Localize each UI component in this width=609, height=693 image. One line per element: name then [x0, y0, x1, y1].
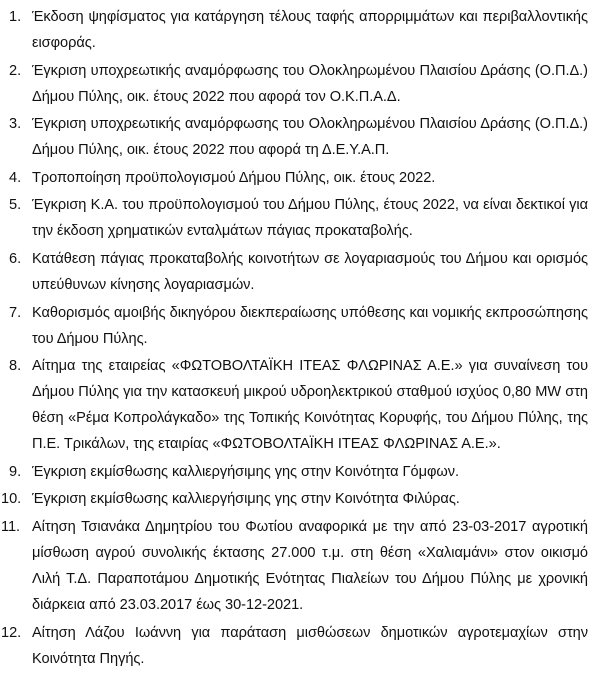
item-number: 5. — [9, 197, 22, 214]
item-number: 7. — [9, 304, 22, 321]
item-number: 11. — [1, 518, 21, 535]
item-number: 2. — [9, 62, 22, 79]
item-text: Τροποποίηση προϋπολογισμού Δήμου Πύλης, οικ. έτους 2022. — [32, 169, 436, 186]
item-text: Έγκριση Κ.Α. του προϋπολογισμού του Δήμου Πύλης, έτους 2022, να είναι δεκτικοί για την έκδοση χρηματικών ενταλμάτων πάγιας προκαταβολής. — [32, 197, 588, 240]
list-item — [0, 486, 609, 512]
item-number: 12. — [1, 624, 22, 641]
list-item — [0, 246, 609, 298]
item-text: Έγκριση υποχρεωτικής αναμόρφωσης του Ολοκληρωμένου Πλαισίου Δράσης (Ο.Π.Δ.) Δήμου Πύλης, οικ. έτους 2022 που αφορά τον Ο.Κ.Π.Α.Δ. — [32, 62, 588, 105]
item-text: Καθορισμός αμοιβής δικηγόρου διεκπεραίωσης υπόθεσης και νομικής εκπροσώπησης του Δήμου Πύλης. — [32, 304, 588, 347]
list-item — [0, 459, 609, 485]
item-number: 10. — [1, 491, 22, 508]
item-text: Έκδοση ψηφίσματος για κατάργηση τέλους ταφής απορριμμάτων και περιβαλλοντικής εισφοράς. — [32, 9, 588, 51]
item-text: Κατάθεση πάγιας προκαταβολής κοινοτήτων σε λογαριασμούς του Δήμου και ορισμός υπεύθυνων κίνησης λογαριασμών. — [32, 250, 588, 293]
list-item — [0, 58, 609, 110]
item-text: Αίτημα της εταιρείας «ΦΩΤΟΒΟΛΤΑΪΚΗ ΙΤΕΑΣ ΦΛΩΡΙΝΑΣ Α.Ε.» για συναίνεση του Δήμου Πύλης για την κατασκευή μικρού υδροηλεκτρικού σταθμού ισχύος 0,80 MW στη θέση «Ρέμα Κοπρολάγκαδο» της Τοπικής Κοινότητας Κορυφής, του Δήμου Πύλης, της Π.Ε. Τρικάλων, της εταιρίας «ΦΩΤΟΒΟΛΤΑΪΚΗ ΙΤΕΑΣ ΦΛΩΡΙΝΑΣ Α.Ε.». — [32, 358, 588, 453]
list-item — [0, 353, 609, 457]
item-text: Έγκριση εκμίσθωσης καλλιεργήσιμης γης στην Κοινότητα Φιλύρας. — [32, 491, 460, 508]
list-item — [0, 300, 609, 352]
item-text: Έγκριση υποχρεωτικής αναμόρφωσης του Ολοκληρωμένου Πλαισίου Δράσης (Ο.Π.Δ.) Δήμου Πύλης, οικ. έτους 2022 που αφορά τη Δ.Ε.Υ.Α.Π. — [32, 116, 588, 159]
list-item — [0, 4, 609, 56]
item-number: 1. — [9, 9, 22, 25]
list-item — [0, 165, 609, 191]
item-number: 4. — [9, 169, 22, 186]
list-item — [0, 111, 609, 163]
item-number: 8. — [9, 358, 22, 375]
list-item — [0, 192, 609, 244]
item-text: Αίτηση Λάζου Ιωάννη για παράταση μισθώσεων δημοτικών αγροτεμαχίων στην Κοινότητα Πηγής. — [32, 624, 588, 667]
item-text: Αίτηση Τσιανάκα Δημητρίου του Φωτίου αναφορικά με την από 23-03-2017 αγροτική μίσθωση αγρού συνολικής έκτασης 27.000 τ.μ. στη θέση «Χαλιαμάνι» στον οικισμό Λιλή Τ.Δ. Παραποτάμου Δημοτικής Ενότητας Πιαλείων του Δήμου Πύλης με χρονική διάρκεια από 23.03.2017 έως 30-12-2021. — [32, 518, 588, 613]
item-number: 6. — [9, 250, 22, 267]
list-item — [0, 620, 609, 672]
agenda-list — [0, 4, 609, 673]
item-text: Έγκριση εκμίσθωσης καλλιεργήσιμης γης στην Κοινότητα Γόμφων. — [32, 463, 459, 480]
item-number: 3. — [9, 116, 22, 133]
item-number: 9. — [9, 463, 22, 480]
list-item — [0, 514, 609, 618]
